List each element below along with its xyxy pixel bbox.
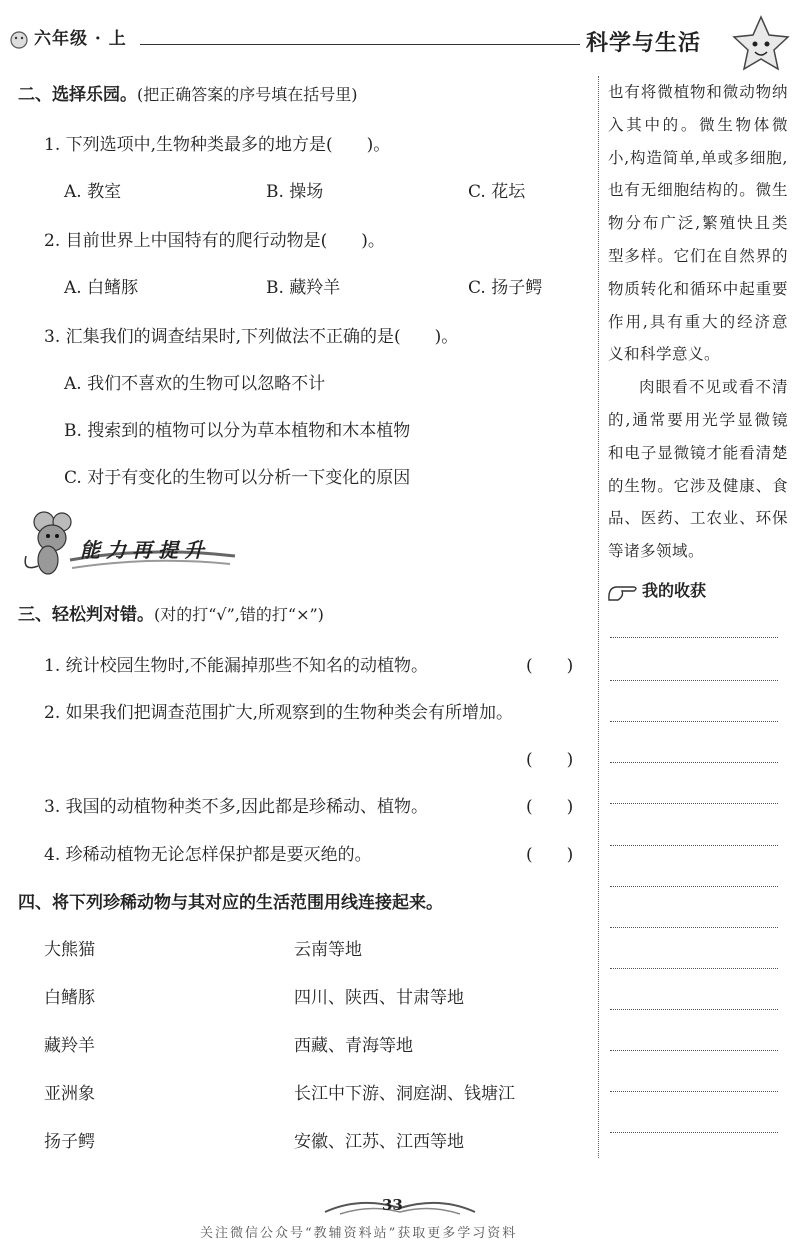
star-decoration-icon <box>6 28 32 50</box>
section3-heading <box>18 600 324 625</box>
note-line[interactable] <box>610 762 778 763</box>
harvest-title: 我的收获 <box>642 581 707 600</box>
sidebar-text <box>608 76 788 568</box>
note-line[interactable] <box>610 1091 778 1092</box>
note-line[interactable] <box>610 1132 778 1133</box>
note-line[interactable] <box>610 886 778 887</box>
note-line[interactable] <box>610 968 778 969</box>
animal-item[interactable]: 藏羚羊 <box>44 1036 95 1056</box>
note-line[interactable] <box>610 927 778 928</box>
judge-item-4: 4. 珍稀动植物无论怎样保护都是要灭绝的。 <box>44 845 372 865</box>
q3-option-b: B. 搜索到的植物可以分为草本植物和木本植物 <box>64 421 411 441</box>
page-number: 33 <box>382 1196 403 1214</box>
q1-option-a: A. 教室 <box>64 182 122 202</box>
section2-note: (把正确答案的序号填在括号里) <box>137 85 358 104</box>
header-rule <box>140 44 580 45</box>
sidebar-paragraph-2: 肉眼看不见或看不清的,通常要用光学显微镜和电子显微镜才能看清楚的生物。它涉及健康、食品、医药、工农业、环保等诸多领域。 <box>608 378 788 561</box>
q2-option-c: C. 扬子鳄 <box>468 278 543 298</box>
sidebar-paragraph-1: 也有将微植物和微动物纳入其中的。微生物体微小,构造简单,单或多细胞,也有无细胞结构的。微生物分布广泛,繁殖快且类型多样。它们在自然界的物质转化和循环中起重要作用,具有重大的经济意义和科学意义。 <box>608 83 788 364</box>
section2-heading <box>18 80 358 105</box>
animal-item[interactable]: 亚洲象 <box>44 1084 95 1104</box>
range-item[interactable]: 长江中下游、洞庭湖、钱塘江 <box>294 1084 515 1104</box>
q3-option-c: C. 对于有变化的生物可以分析一下变化的原因 <box>64 468 411 488</box>
q1-option-c: C. 花坛 <box>468 182 526 202</box>
section3-title: 三、轻松判对错。 <box>18 605 154 625</box>
q1-option-b: B. 操场 <box>266 182 324 202</box>
note-line[interactable] <box>610 803 778 804</box>
animal-item[interactable]: 白鳍豚 <box>44 988 95 1008</box>
footer-text: 关注微信公众号“教辅资料站”获取更多学习资料 <box>200 1226 518 1241</box>
note-line[interactable] <box>610 1009 778 1010</box>
note-line[interactable] <box>610 680 778 681</box>
note-line[interactable] <box>610 637 778 638</box>
judge-item-1: 1. 统计校园生物时,不能漏掉那些不知名的动植物。 <box>44 656 429 676</box>
banner-title: 能力再提升 <box>80 538 210 562</box>
section4-title: 四、将下列珍稀动物与其对应的生活范围用线连接起来。 <box>18 893 443 913</box>
column-divider <box>598 76 599 1158</box>
answer-paren-4[interactable]: ( ) <box>526 845 574 865</box>
note-line[interactable] <box>610 845 778 846</box>
grade-label: 六年级 · 上 <box>34 29 127 49</box>
q3-option-a: A. 我们不喜欢的生物可以忽略不计 <box>64 374 326 394</box>
note-line[interactable] <box>610 1050 778 1051</box>
question-1: 1. 下列选项中,生物种类最多的地方是( )。 <box>44 135 391 155</box>
pointing-hand-icon <box>606 582 640 604</box>
answer-paren-3[interactable]: ( ) <box>526 797 574 817</box>
animal-item[interactable]: 大熊猫 <box>44 940 95 960</box>
answer-paren-2[interactable]: ( ) <box>526 750 574 770</box>
question-2: 2. 目前世界上中国特有的爬行动物是( )。 <box>44 231 385 251</box>
section3-note: (对的打“√”,错的打“×”) <box>154 605 324 624</box>
range-item[interactable]: 西藏、青海等地 <box>294 1036 413 1056</box>
note-line[interactable] <box>610 721 778 722</box>
question-3: 3. 汇集我们的调查结果时,下列做法不正确的是( )。 <box>44 327 459 347</box>
answer-paren-1[interactable]: ( ) <box>526 656 574 676</box>
range-item[interactable]: 云南等地 <box>294 940 362 960</box>
section2-title: 二、选择乐园。 <box>18 85 137 105</box>
range-item[interactable]: 安徽、江苏、江西等地 <box>294 1132 464 1152</box>
judge-item-3: 3. 我国的动植物种类不多,因此都是珍稀动、植物。 <box>44 797 429 817</box>
q2-option-a: A. 白鳍豚 <box>64 278 139 298</box>
brand-title: 科学与生活 <box>586 31 702 56</box>
q2-option-b: B. 藏羚羊 <box>266 278 341 298</box>
animal-item[interactable]: 扬子鳄 <box>44 1132 95 1152</box>
judge-item-2: 2. 如果我们把调查范围扩大,所观察到的生物种类会有所增加。 <box>44 703 514 723</box>
range-item[interactable]: 四川、陕西、甘肃等地 <box>294 988 464 1008</box>
star-mascot-icon <box>730 14 792 72</box>
